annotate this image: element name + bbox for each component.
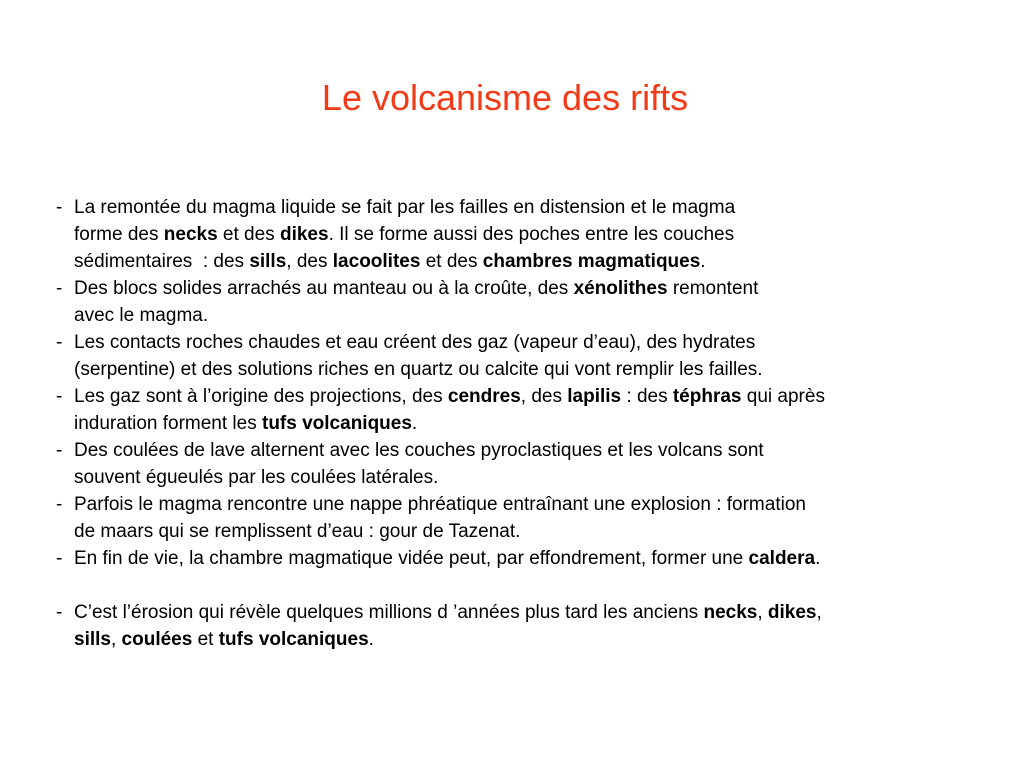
- bold-term: tufs volcaniques: [262, 413, 412, 434]
- bullet-line: Des coulées de lave alternent avec les couches pyroclastiques et les volcans sont: [74, 440, 764, 461]
- bullet-item: [56, 491, 986, 545]
- bullet-line: Les contacts roches chaudes et eau créent des gaz (vapeur d’eau), des hydrates: [74, 332, 756, 353]
- bold-term: lacoolites: [332, 251, 421, 272]
- bullet-dash: -: [56, 197, 63, 218]
- bullet-line: induration forment les tufs volcaniques.: [74, 413, 418, 434]
- bullet-line: C’est l’érosion qui révèle quelques millions d ’années plus tard les anciens necks, dikes,: [74, 602, 822, 623]
- bullet-item: [56, 275, 986, 329]
- bullet-dash: -: [56, 278, 63, 299]
- bullet-line: forme des necks et des dikes. Il se forme aussi des poches entre les couches: [74, 224, 735, 245]
- slide-body: [56, 194, 986, 653]
- bold-term: cendres: [447, 386, 521, 407]
- bold-term: sills: [249, 251, 287, 272]
- bullet-dash: -: [56, 440, 63, 461]
- bullet-line: sills, coulées et tufs volcaniques.: [74, 629, 374, 650]
- bullet-item: [56, 329, 986, 383]
- bullet-line: sédimentaires : des sills, des lacoolites et des chambres magmatiques.: [74, 251, 706, 272]
- bold-term: téphras: [672, 386, 742, 407]
- bold-term: chambres magmatiques: [482, 251, 701, 272]
- bullet-line: Les gaz sont à l’origine des projections, des cendres, des lapilis : des téphras qui après: [74, 386, 825, 407]
- bullet-item: [56, 599, 986, 653]
- bold-term: lapilis: [567, 386, 622, 407]
- bold-term: coulées: [121, 629, 193, 650]
- bullet-dash: -: [56, 332, 63, 353]
- bullet-line: En fin de vie, la chambre magmatique vidée peut, par effondrement, former une caldera.: [74, 548, 821, 569]
- bullet-item: [56, 437, 986, 491]
- bullet-item: [56, 545, 986, 572]
- bullet-line: souvent égueulés par les coulées latérales.: [74, 467, 439, 488]
- bullet-line: avec le magma.: [74, 305, 209, 326]
- bold-term: dikes: [279, 224, 329, 245]
- bold-term: necks: [703, 602, 758, 623]
- bold-term: xénolithes: [573, 278, 668, 299]
- bold-term: caldera: [748, 548, 816, 569]
- bullet-line: Des blocs solides arrachés au manteau ou à la croûte, des xénolithes remontent: [74, 278, 759, 299]
- bullet-dash: -: [56, 386, 63, 407]
- bold-term: tufs volcaniques: [218, 629, 369, 650]
- bullet-item: [56, 383, 986, 437]
- bold-term: sills: [74, 629, 111, 650]
- bold-term: necks: [163, 224, 218, 245]
- slide-title: Le volcanisme des rifts: [321, 77, 689, 119]
- bold-term: dikes: [767, 602, 817, 623]
- bullet-line: de maars qui se remplissent d’eau : gour de Tazenat.: [74, 521, 521, 542]
- bullet-line: Parfois le magma rencontre une nappe phréatique entraînant une explosion : formation: [74, 494, 806, 515]
- bullet-item: [56, 194, 986, 275]
- bullet-dash: -: [56, 494, 63, 515]
- bullet-line: La remontée du magma liquide se fait par les failles en distension et le magma: [74, 197, 736, 218]
- paragraph-spacer: [56, 572, 986, 599]
- bullet-dash: -: [56, 602, 63, 623]
- bullet-dash: -: [56, 548, 63, 569]
- bullet-line: (serpentine) et des solutions riches en quartz ou calcite qui vont remplir les failles.: [74, 359, 763, 380]
